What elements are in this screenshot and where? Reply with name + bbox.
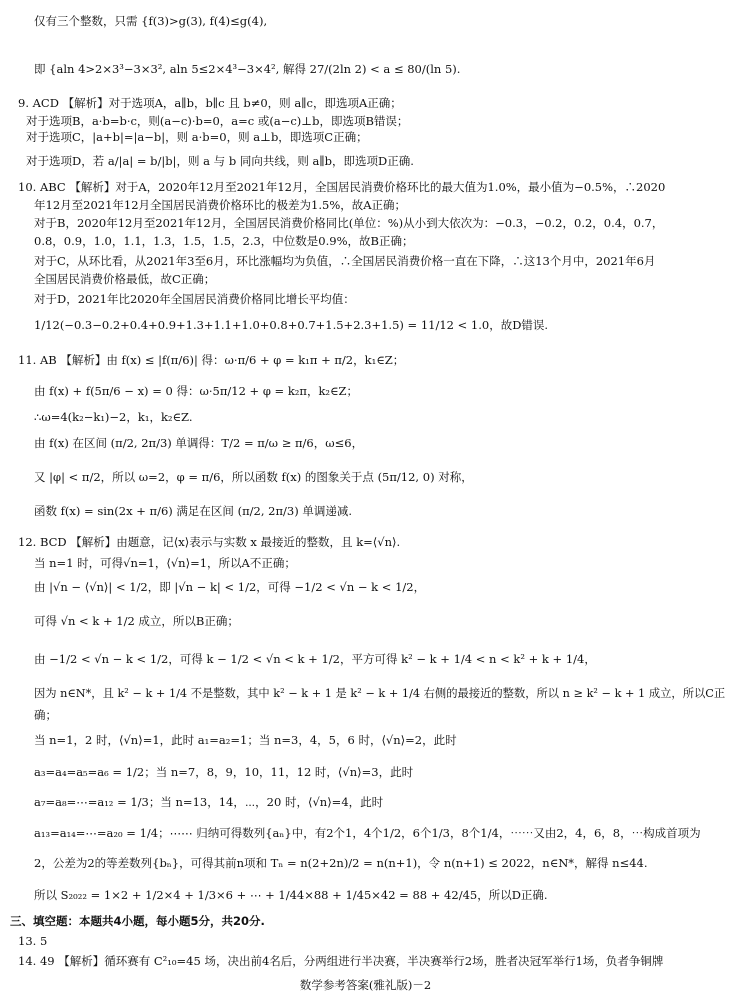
text-line: 由 f(x) 在区间 (π/2, 2π/3) 单调得：T/2 = π/ω ≥ π/6，ω≤6， [34, 436, 364, 450]
text-line: 对于选项B，a·b=b·c，则(a−c)·b=0，a=c 或(a−c)⊥b，即选项B错误； [26, 114, 409, 128]
text-line: 对于D，2021年比2020年全国居民消费价格同比增长平均值： [34, 292, 355, 306]
text-line: 年12月至2021年12月全国居民消费价格环比的极差为1.5%，故A正确； [34, 198, 407, 212]
text-line: ∴ω=4(k₂−k₁)−2，k₁，k₂∈Z. [34, 410, 193, 424]
problem-14-heading: 14. 49 【解析】循环赛有 C²₁₀=45 场，决出前4名后，分两组进行半决赛，半决赛举行2场，胜者决冠军举行1场，负者争铜牌 [18, 954, 664, 968]
problem-10-heading: 10. ABC 【解析】对于A，2020年12月至2021年12月，全国居民消费价格环比的最大值为1.0%，最小值为−0.5%，∴2020 [18, 180, 666, 194]
text-line: a₃=a₄=a₅=a₆ = 1/2；当 n=7，8，9，10，11，12 时，⟨√n⟩=3，此时 [34, 765, 414, 779]
text-line: 2，公差为2的等差数列{bₙ}，可得其前n项和 Tₙ = n(2+2n)/2 = n(n+1)，令 n(n+1) ≤ 2022，n∈N*，解得 n≤44. [34, 856, 648, 870]
text-line: 即 {aln 4>2×3³−3×3², aln 5≤2×4³−3×4², 解得 27/(2ln 2) < a ≤ 80/(ln 5). [34, 62, 461, 76]
section-heading: 三、填空题：本题共4小题，每小题5分，共20分. [10, 914, 265, 928]
text-line: 当 n=1 时，可得√n=1，⟨√n⟩=1，所以A不正确； [34, 556, 296, 570]
text-line: 确； [34, 708, 57, 722]
text-line: 对于选项C，|a+b|=|a−b|，则 a·b=0，则 a⊥b，即选项C正确； [26, 130, 368, 144]
text-line: a₇=a₈=⋯=a₁₂ = 1/3；当 n=13，14，⋯，20 时，⟨√n⟩=4，此时 [34, 795, 384, 809]
text-line: 0.8，0.9，1.0，1.1，1.3，1.5，1.5，2.3，中位数是0.9%，故B正确； [34, 234, 414, 248]
text-line: 当 n=1，2 时，⟨√n⟩=1，此时 a₁=a₂=1；当 n=3，4，5，6 时，⟨√n⟩=2，此时 [34, 733, 457, 747]
problem-11-heading: 11. AB 【解析】由 f(x) ≤ |f(π/6)| 得：ω·π/6 + φ = k₁π + π/2，k₁∈Z； [18, 353, 405, 367]
text-line: 1/12(−0.3−0.2+0.4+0.9+1.3+1.1+1.0+0.8+0.7+1.5+2.3+1.5) = 11/12 < 1.0，故D错误. [34, 318, 549, 332]
problem-13-answer: 13. 5 [18, 934, 48, 948]
text-line: 所以 S₂₀₂₂ = 1×2 + 1/2×4 + 1/3×6 + ⋯ + 1/44×88 + 1/45×42 = 88 + 42/45，所以D正确. [34, 888, 548, 902]
text-line: 因为 n∈N*，且 k² − k + 1/4 不是整数，其中 k² − k + 1 是 k² − k + 1/4 右侧的最接近的整数，所以 n ≥ k² − k + 1 成立，所以C正 [34, 686, 726, 700]
text-line: 由 −1/2 < √n − k < 1/2，可得 k − 1/2 < √n < k + 1/2，平方可得 k² − k + 1/4 < n < k² + k + 1/4， [34, 652, 596, 666]
text-line: 全国居民消费价格最低，故C正确； [34, 272, 216, 286]
text-line: 由 f(x) + f(5π/6 − x) = 0 得：ω·5π/12 + φ = k₂π，k₂∈Z； [34, 384, 359, 398]
text-line: a₁₃=a₁₄=⋯=a₂₀ = 1/4；⋯⋯ 归纳可得数列{aₙ}中，有2个1，4个1/2，6个1/3，8个1/4，⋯⋯又由2，4，6，8，⋯构成首项为 [34, 826, 701, 840]
text-line: 函数 f(x) = sin(2x + π/6) 满足在区间 (π/2, 2π/3) 单调递减. [34, 504, 352, 518]
text-line: 对于B，2020年12月至2021年12月，全国居民消费价格同比(单位：%)从小到大依次为：−0.3，−0.2，0.2，0.4，0.7， [34, 216, 664, 230]
text-line: 又 |φ| < π/2，所以 ω=2，φ = π/6，所以函数 f(x) 的图象关于点 (5π/12, 0) 对称， [34, 470, 473, 484]
problem-9-heading: 9. ACD 【解析】对于选项A，a∥b，b∥c 且 b≠0，则 a∥c，即选项A正确； [18, 96, 402, 110]
problem-12-heading: 12. BCD 【解析】由题意，记⟨x⟩表示与实数 x 最接近的整数，且 k=⟨√n⟩. [18, 535, 401, 549]
text-line: 对于选项D，若 a/|a| = b/|b|，则 a 与 b 同向共线，则 a∥b，即选项D正确. [26, 154, 414, 168]
text-line: 对于C，从环比看，从2021年3至6月，环比涨幅均为负值，∴全国居民消费价格一直在下降，∴这13个月中，2021年6月 [34, 254, 656, 268]
text-line: 由 |√n − ⟨√n⟩| < 1/2，即 |√n − k| < 1/2，可得 −1/2 < √n − k < 1/2， [34, 580, 426, 594]
page-footer: 数学参考答案(雅礼版)－2 [299, 978, 432, 992]
text-line: 可得 √n < k + 1/2 成立，所以B正确； [34, 614, 239, 628]
text-line: 仅有三个整数，只需 {f(3)>g(3), f(4)≤g(4), [34, 14, 268, 28]
